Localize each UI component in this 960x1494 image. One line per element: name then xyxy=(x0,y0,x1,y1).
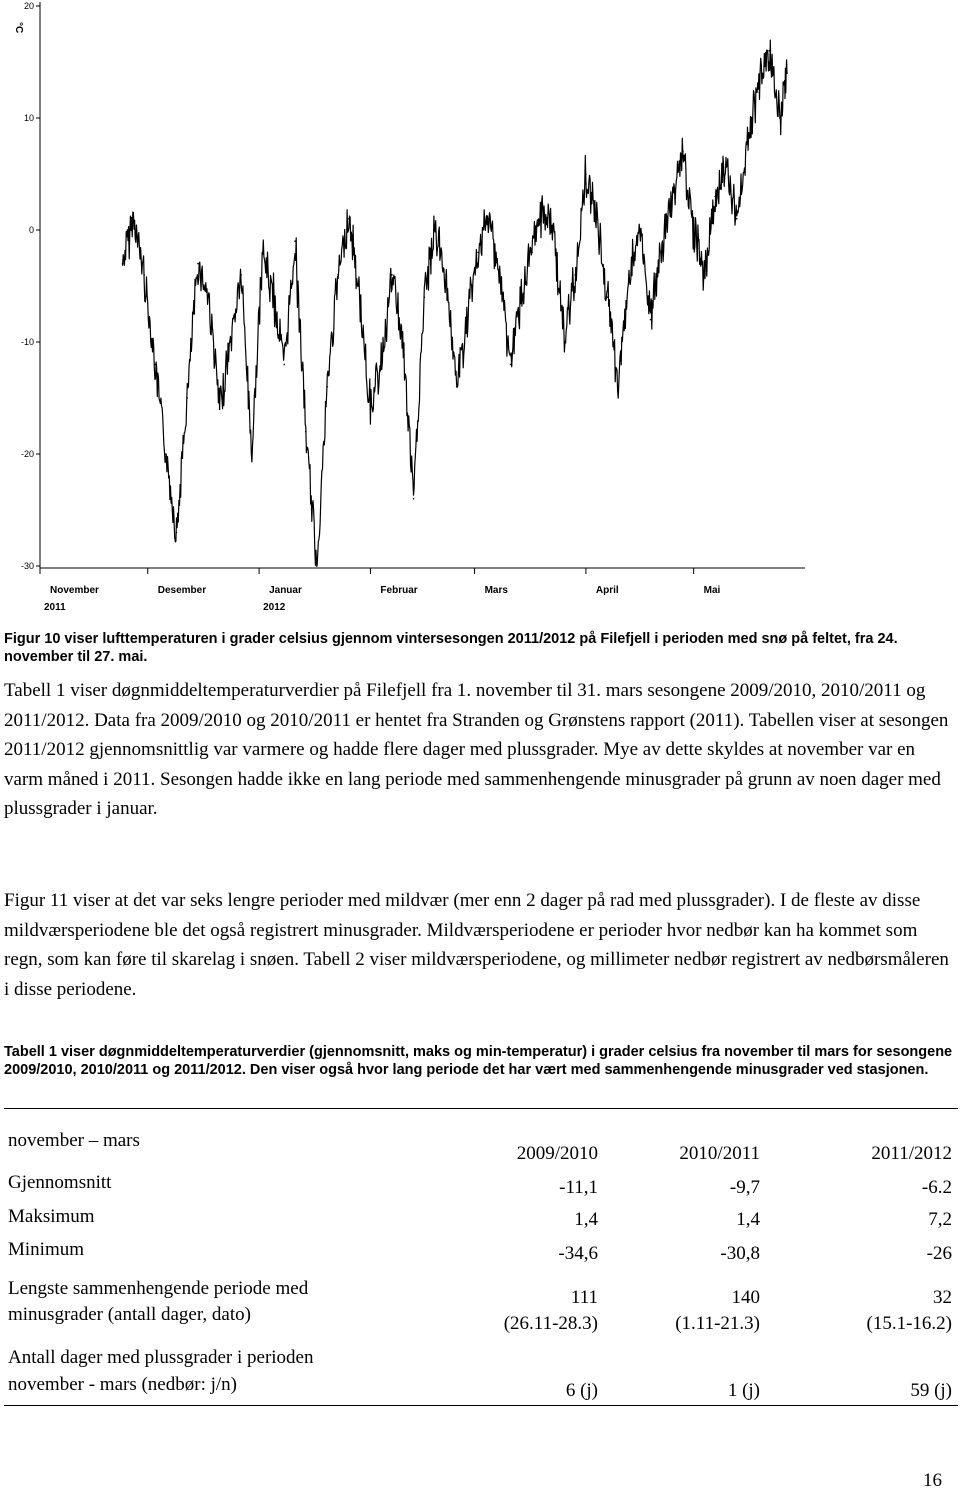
y-tick-label: 0 xyxy=(28,225,34,235)
data-point xyxy=(617,386,619,388)
data-point xyxy=(423,296,425,298)
y-tick-label: -30 xyxy=(20,561,34,571)
data-point xyxy=(283,364,285,366)
data-point xyxy=(650,319,652,321)
data-point xyxy=(747,140,749,142)
temperature-chart xyxy=(0,0,820,615)
table-row-label: Lengste sammenhengende periode med xyxy=(8,1278,309,1299)
data-point xyxy=(499,274,501,276)
table-cell: -11,1 xyxy=(559,1177,598,1198)
data-point xyxy=(262,252,264,254)
data-point xyxy=(370,408,372,410)
month-label: Januar xyxy=(269,585,302,596)
month-label: Desember xyxy=(157,585,207,596)
data-point xyxy=(542,207,544,209)
paragraph-1: Tabell 1 viser døgnmiddeltemperaturverdier på Filefjell fra 1. november til 31. mars sesongene 2009/2010, 2010/2011 og 2011/2012. Data fra 2009/2010 og 2010/2011 er hentet fra Stranden og Grønstens rapport (2011). Tabellen viser at sesongen 2011/2012 gjennomsnittlig var varmere og hadde flere dager med plussgrader. Mye av dette skyldes at november var en varm måned i 2011. Sesongen hadde ikke en lang periode med sammenhengende minusgrader på grunn av noen dager med plussgrader i januar. xyxy=(4,680,949,819)
table-cell: -6.2 xyxy=(921,1177,952,1198)
month-label: Mai xyxy=(703,585,721,596)
temperature-series-line xyxy=(123,40,787,566)
table-bottom-rule xyxy=(4,1405,958,1406)
table-cell: 1,4 xyxy=(736,1209,760,1230)
data-point xyxy=(294,240,296,242)
month-label: April xyxy=(595,585,619,596)
data-point xyxy=(628,274,630,276)
data-point xyxy=(488,218,490,220)
table-cell: -9,7 xyxy=(729,1177,760,1198)
data-point xyxy=(219,408,221,410)
data-point xyxy=(327,386,329,388)
table-caption: Tabell 1 viser døgnmiddeltemperaturverdier (gjennomsnitt, maks og min-temperatur) i grader celsius fra november til mars for sesongene 2009/2010, 2010/2011 og 2011/2012. Den viser også hvor lang periode det har vært med sammenhengende minusgrader ved stasjonen. xyxy=(4,1044,953,1078)
data-point xyxy=(133,218,135,220)
data-point xyxy=(682,151,684,153)
table-cell: 1,4 xyxy=(574,1209,598,1230)
data-point xyxy=(337,274,339,276)
data-point xyxy=(456,386,458,388)
month-label: Februar xyxy=(380,585,418,596)
data-point xyxy=(197,263,199,265)
data-point xyxy=(208,296,210,298)
data-point xyxy=(391,274,393,276)
data-point xyxy=(165,453,167,455)
table-row-label: Minimum xyxy=(8,1239,85,1260)
year-label: 2012 xyxy=(263,602,286,613)
month-label: November xyxy=(50,585,99,596)
year-label: 2011 xyxy=(44,602,66,613)
data-point xyxy=(305,431,307,433)
paragraph-2: Figur 11 viser at det var seks lengre perioder med mildvær (mer enn 2 dager på rad med plussgrader). I de fleste av disse mildværsperiodene ble det også registrert minusgrader. Mildværsperiodene er perioder hvor nedbør kan ha kommet som regn, som kan føre til skarelag i snøen. Tabell 2 viser mildværsperiodene, og millimeter nedbør registrert av nedbørsmåleren i disse periodene. xyxy=(4,890,949,1000)
table-cell: (1.11-21.3) xyxy=(675,1313,760,1334)
table-cell: (15.1-16.2) xyxy=(866,1313,952,1334)
data-point xyxy=(230,341,232,343)
table-header-col-2: 2010/2011 xyxy=(679,1143,760,1164)
table-cell: 111 xyxy=(570,1287,598,1308)
table-cell: -30,8 xyxy=(720,1243,760,1264)
table-cell: 6 (j) xyxy=(565,1380,598,1401)
data-point xyxy=(531,252,533,254)
data-point xyxy=(154,364,156,366)
data-point xyxy=(704,274,706,276)
data-point xyxy=(596,218,598,220)
data-point xyxy=(467,319,469,321)
table-cell: 7,2 xyxy=(928,1209,952,1230)
data-point xyxy=(186,397,188,399)
data-point xyxy=(477,252,479,254)
data-point xyxy=(520,296,522,298)
data-point xyxy=(714,196,716,198)
y-tick-label: 10 xyxy=(23,113,34,123)
y-tick-label: -20 xyxy=(20,449,34,459)
data-point xyxy=(553,229,555,231)
month-label: Mars xyxy=(484,585,508,596)
table-cell: 32 xyxy=(933,1287,952,1308)
data-point xyxy=(240,274,242,276)
data-point xyxy=(574,274,576,276)
y-unit-label: °C xyxy=(13,22,24,34)
table-header-col-3: 2011/2012 xyxy=(871,1143,952,1164)
data-point xyxy=(445,274,447,276)
data-point xyxy=(122,263,124,265)
table-row-label: minusgrader (antall dager, dato) xyxy=(8,1304,251,1325)
y-tick-label: -10 xyxy=(20,337,34,347)
data-point xyxy=(639,229,641,231)
temperature-chart-svg xyxy=(0,0,820,615)
data-point xyxy=(402,341,404,343)
data-point xyxy=(273,296,275,298)
data-point xyxy=(661,252,663,254)
data-point xyxy=(434,229,436,231)
table-cell: 1 (j) xyxy=(727,1380,760,1401)
y-tick-label: 20 xyxy=(23,1,34,11)
table-cell: -34,6 xyxy=(558,1243,598,1264)
data-point xyxy=(176,532,178,534)
table-header-col-1: 2009/2010 xyxy=(516,1143,598,1164)
data-point xyxy=(585,173,587,175)
data-point xyxy=(758,84,760,86)
data-point xyxy=(768,50,770,52)
data-point xyxy=(607,296,609,298)
data-point xyxy=(564,341,566,343)
data-point xyxy=(413,498,415,500)
page-number: 16 xyxy=(923,1470,942,1491)
table-top-rule xyxy=(4,1108,958,1109)
table-header-label: november – mars xyxy=(8,1130,140,1151)
data-point xyxy=(348,218,350,220)
data-point xyxy=(359,296,361,298)
table-cell: 59 (j) xyxy=(910,1380,952,1401)
data-point xyxy=(725,162,727,164)
data-point xyxy=(779,117,781,119)
table-row-label: Antall dager med plussgrader i perioden xyxy=(8,1347,314,1368)
data-point xyxy=(143,274,145,276)
table-cell: -26 xyxy=(926,1243,952,1264)
table-cell: 140 xyxy=(731,1287,760,1308)
table-row-label: Gjennomsnitt xyxy=(8,1172,112,1193)
data-point xyxy=(786,72,788,74)
table-row-label: Maksimum xyxy=(8,1206,95,1227)
data-point xyxy=(736,218,738,220)
data-point xyxy=(510,364,512,366)
data-point xyxy=(251,453,253,455)
table-cell: (26.11-28.3) xyxy=(503,1313,598,1334)
figure-caption: Figur 10 viser lufttemperaturen i grader celsius gjennom vintersesongen 2011/2012 på Filefjell i perioden med snø på feltet, fra 24. november til 27. mai. xyxy=(4,631,898,665)
data-point xyxy=(316,565,318,567)
data-point xyxy=(671,196,673,198)
data-point xyxy=(380,364,382,366)
table-row-label: november - mars (nedbør: j/n) xyxy=(8,1374,237,1395)
data-point xyxy=(693,229,695,231)
